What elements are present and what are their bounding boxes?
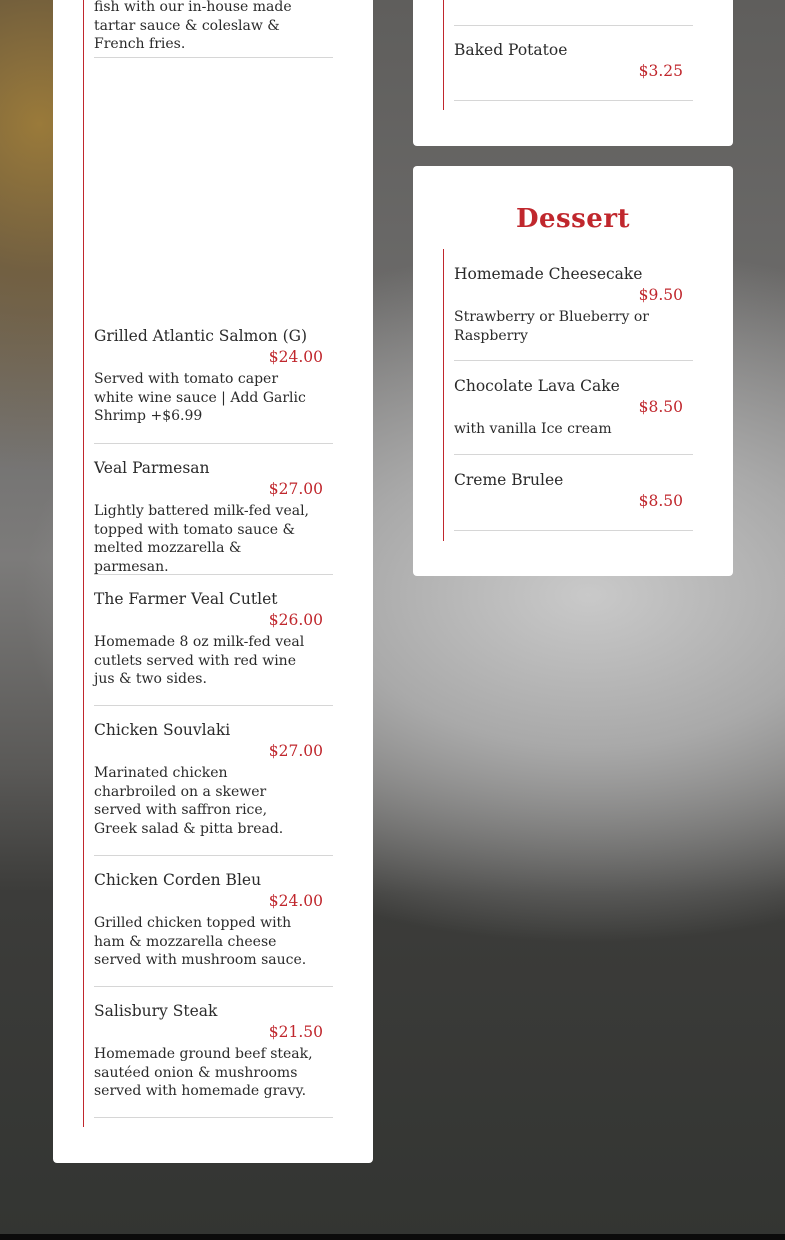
menu-item-partial: [94, 0, 333, 58]
menu-item-partial: [454, 0, 693, 26]
item-name: Grilled Atlantic Salmon (G): [94, 327, 308, 345]
section-title: Dessert: [515, 204, 631, 234]
menu-item: [94, 870, 333, 987]
item-description: Lightly battered milk-fed veal, topped with tomato sauce & melted mozzarella & parmesan.: [94, 503, 309, 575]
accent-rule: [443, 0, 444, 110]
item-price: $26.00: [268, 611, 323, 629]
accent-rule: [443, 249, 444, 541]
item-price: $27.00: [268, 742, 323, 760]
menu-item: [94, 1001, 333, 1118]
menu-item: [454, 470, 693, 531]
desc-line: fish with our in-house made: [94, 0, 292, 15]
item-description: Homemade ground beef steak, sautéed onion & mushrooms served with homemade gravy.: [94, 1046, 313, 1100]
item-name: Baked Potatoe: [454, 41, 568, 59]
item-name: Salisbury Steak: [94, 1002, 218, 1020]
menu-item: [94, 720, 333, 856]
desc-line: tartar sauce & coleslaw &: [94, 17, 280, 34]
menu-item: [94, 458, 333, 575]
menu-item: [454, 376, 693, 455]
page-bottom-bar: [0, 1234, 785, 1240]
item-description: Served with tomato caper white wine sauce | Add Garlic Shrimp +$6.99: [94, 371, 306, 425]
item-price: $3.25: [638, 62, 683, 80]
menu-item: [454, 40, 693, 101]
item-description: with vanilla Ice cream: [454, 421, 612, 437]
item-name: Homemade Cheesecake: [454, 265, 643, 283]
menu-item: [94, 326, 333, 444]
item-price: $21.50: [268, 1023, 323, 1041]
item-name: Chicken Souvlaki: [94, 721, 231, 739]
item-description: [94, 0, 314, 54]
item-price: $9.50: [638, 286, 683, 304]
item-name: Veal Parmesan: [94, 459, 210, 477]
main-dishes-card: [53, 0, 373, 1163]
item-description: Homemade 8 oz milk-fed veal cutlets served with red wine jus & two sides.: [94, 634, 305, 688]
dessert-card: [413, 166, 733, 576]
item-description: Strawberry or Blueberry or Raspberry: [454, 309, 649, 344]
menu-item: [454, 264, 693, 361]
item-description: Marinated chicken charbroiled on a skewer served with saffron rice, Greek salad & pitta bread.: [94, 765, 284, 837]
item-description: Grilled chicken topped with ham & mozzarella cheese served with mushroom sauce.: [94, 915, 307, 969]
item-name: Chocolate Lava Cake: [454, 377, 620, 395]
menu-item: [94, 589, 333, 706]
item-price: $24.00: [268, 348, 323, 366]
desc-line: French fries.: [94, 36, 186, 53]
item-name: Creme Brulee: [454, 471, 564, 489]
item-price: $8.50: [638, 398, 683, 416]
item-price: $8.50: [638, 492, 683, 510]
item-price: $27.00: [268, 480, 323, 498]
item-price: $24.00: [268, 892, 323, 910]
item-name: Chicken Corden Bleu: [94, 871, 262, 889]
accent-rule: [83, 0, 84, 1127]
sides-card: [413, 0, 733, 146]
item-name: The Farmer Veal Cutlet: [94, 590, 278, 608]
